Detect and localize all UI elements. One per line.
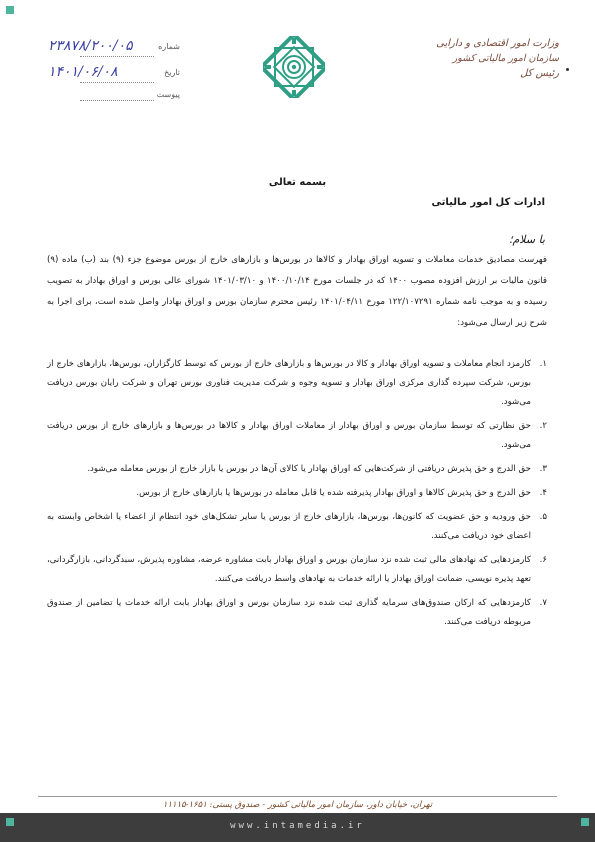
recipient-line: ادارات کل امور مالیاتی	[431, 197, 545, 208]
organization-name: سازمان امور مالیاتی کشور	[452, 52, 559, 64]
list-item	[47, 460, 547, 479]
list-item	[47, 355, 547, 412]
footer-address: تهران، خیابان داور، سازمان امور مالیاتی کشور - صندوق پستی: ۱۶۵۱-۱۱۱۱۵	[162, 800, 433, 810]
item-text: حق الدرج و حق پذیرش کالاها و اوراق بهادار پذیرفته شده یا قابل معامله در بورس‌ها یا بازارهای خارج از بورس.	[136, 488, 531, 498]
signatory-title: رئیس کل	[520, 68, 559, 80]
attachment-row	[40, 90, 180, 104]
tax-organization-logo	[263, 36, 325, 98]
footer-divider	[38, 796, 557, 797]
number-row	[40, 38, 180, 64]
letter-date: ۱۴۰۱/۰۶/۰۸	[48, 64, 118, 80]
intro-paragraph: فهرست مصادیق خدمات معاملات و تسویه اوراق بهادار و کالاها در بورس‌ها و بازارهای خارج از بورس موضوع جزء (۹) بند (ب) ماده (۹) قانون مالیات بر ارزش افزوده مصوب ۱۴۰۰ که در جلسات مورخ ۱۴۰۰/۱۰/۱۴ و ۱۴۰۱/۰۳/۱۰ شورای عالی بورس و اوراق بهادار به تصویب رسیده و به موجب نامه شماره ۱۲۲/۱۰۷۲۹۱ مورخ ۱۴۰۱/۰۴/۱۱ رئیس محترم سازمان بورس و اوراق بهادار واصل شده است، برای اجرا به شرح زیر ارسال می‌شود:	[47, 255, 548, 328]
item-number: ۲.	[539, 421, 547, 431]
footer-website: www.intamedia.ir	[230, 821, 365, 831]
date-label: تاریخ	[164, 68, 180, 77]
corner-square	[581, 818, 589, 826]
item-text: حق نظارتی که توسط سازمان بورس و اوراق بهادار از معاملات اوراق بهادار و کالاها در بورس‌ها و بازارهای خارج از بورس دریافت می‌شود.	[47, 421, 531, 450]
item-number: ۶.	[539, 555, 547, 565]
list-item	[47, 508, 547, 546]
list-item	[47, 594, 547, 632]
items-list	[47, 355, 547, 637]
item-number: ۱.	[539, 359, 547, 369]
item-text: کارمزدهایی که ارکان صندوق‌های سرمایه گذاری ثبت شده نزد سازمان بورس و اوراق بهادار بابت ارائه خدمات یا تضامین از صندوق مربوطه دریافت می‌کنند.	[47, 598, 531, 627]
letter-number: ۲۳۸۷۸/۲۰۰/۰۵	[48, 38, 133, 54]
item-text: کارمزدهایی که نهادهای مالی ثبت شده نزد سازمان بورس و اوراق بهادار بابت مشاوره عرضه، مشاوره پذیرش، سبدگردانی، بازارگردانی، تعهد پذیره نویسی، ضمانت اوراق بهادار یا ارائه خدمات به نهادهای واسط دریافت می‌کنند.	[47, 555, 531, 584]
item-text: حق الدرج و حق پذیرش دریافتی از شرکت‌هایی که اوراق بهادار یا کالای آن‌ها در بورس یا بازار خارج از بورس معامله می‌شود.	[87, 464, 531, 474]
corner-square	[6, 818, 14, 826]
item-number: ۵.	[539, 512, 547, 522]
ministry-name: وزارت امور اقتصادی و دارایی	[436, 38, 559, 49]
letter-meta	[40, 38, 180, 104]
attachment-label: پیوست	[156, 90, 180, 99]
list-item	[47, 551, 547, 589]
date-row	[40, 64, 180, 90]
item-number: ۳.	[539, 464, 547, 474]
basmala-heading: بسمه تعالی	[268, 177, 327, 188]
corner-square	[6, 6, 14, 14]
letterhead-organization	[419, 36, 559, 82]
item-number: ۴.	[539, 488, 547, 498]
item-text: حق ورودیه و حق عضویت که کانون‌ها، بورس‌ها، بازارهای خارج از بورس یا سایر تشکل‌های خود انتظام از اعضاء یا اشخاص وابسته به اعضای خود دریافت می‌کنند.	[47, 512, 531, 541]
list-item	[47, 417, 547, 455]
number-label: شماره	[158, 42, 180, 51]
dot-mark	[566, 68, 569, 71]
list-item	[47, 484, 547, 503]
greeting: با سلام؛	[509, 233, 545, 246]
item-number: ۷.	[539, 598, 547, 608]
item-text: کارمزد انجام معاملات و تسویه اوراق بهادار و کالا در بورس‌ها و بازارهای خارج از بورس که توسط کارگزاران، بورس‌ها، بازارهای خارج از بورس، شرکت سپرده گذاری مرکزی اوراق بهادار و تسویه وجوه و شرکت مدیریت فناوری بورس تهران و شرکت رایان بورس دریافت می‌شود.	[47, 359, 531, 407]
